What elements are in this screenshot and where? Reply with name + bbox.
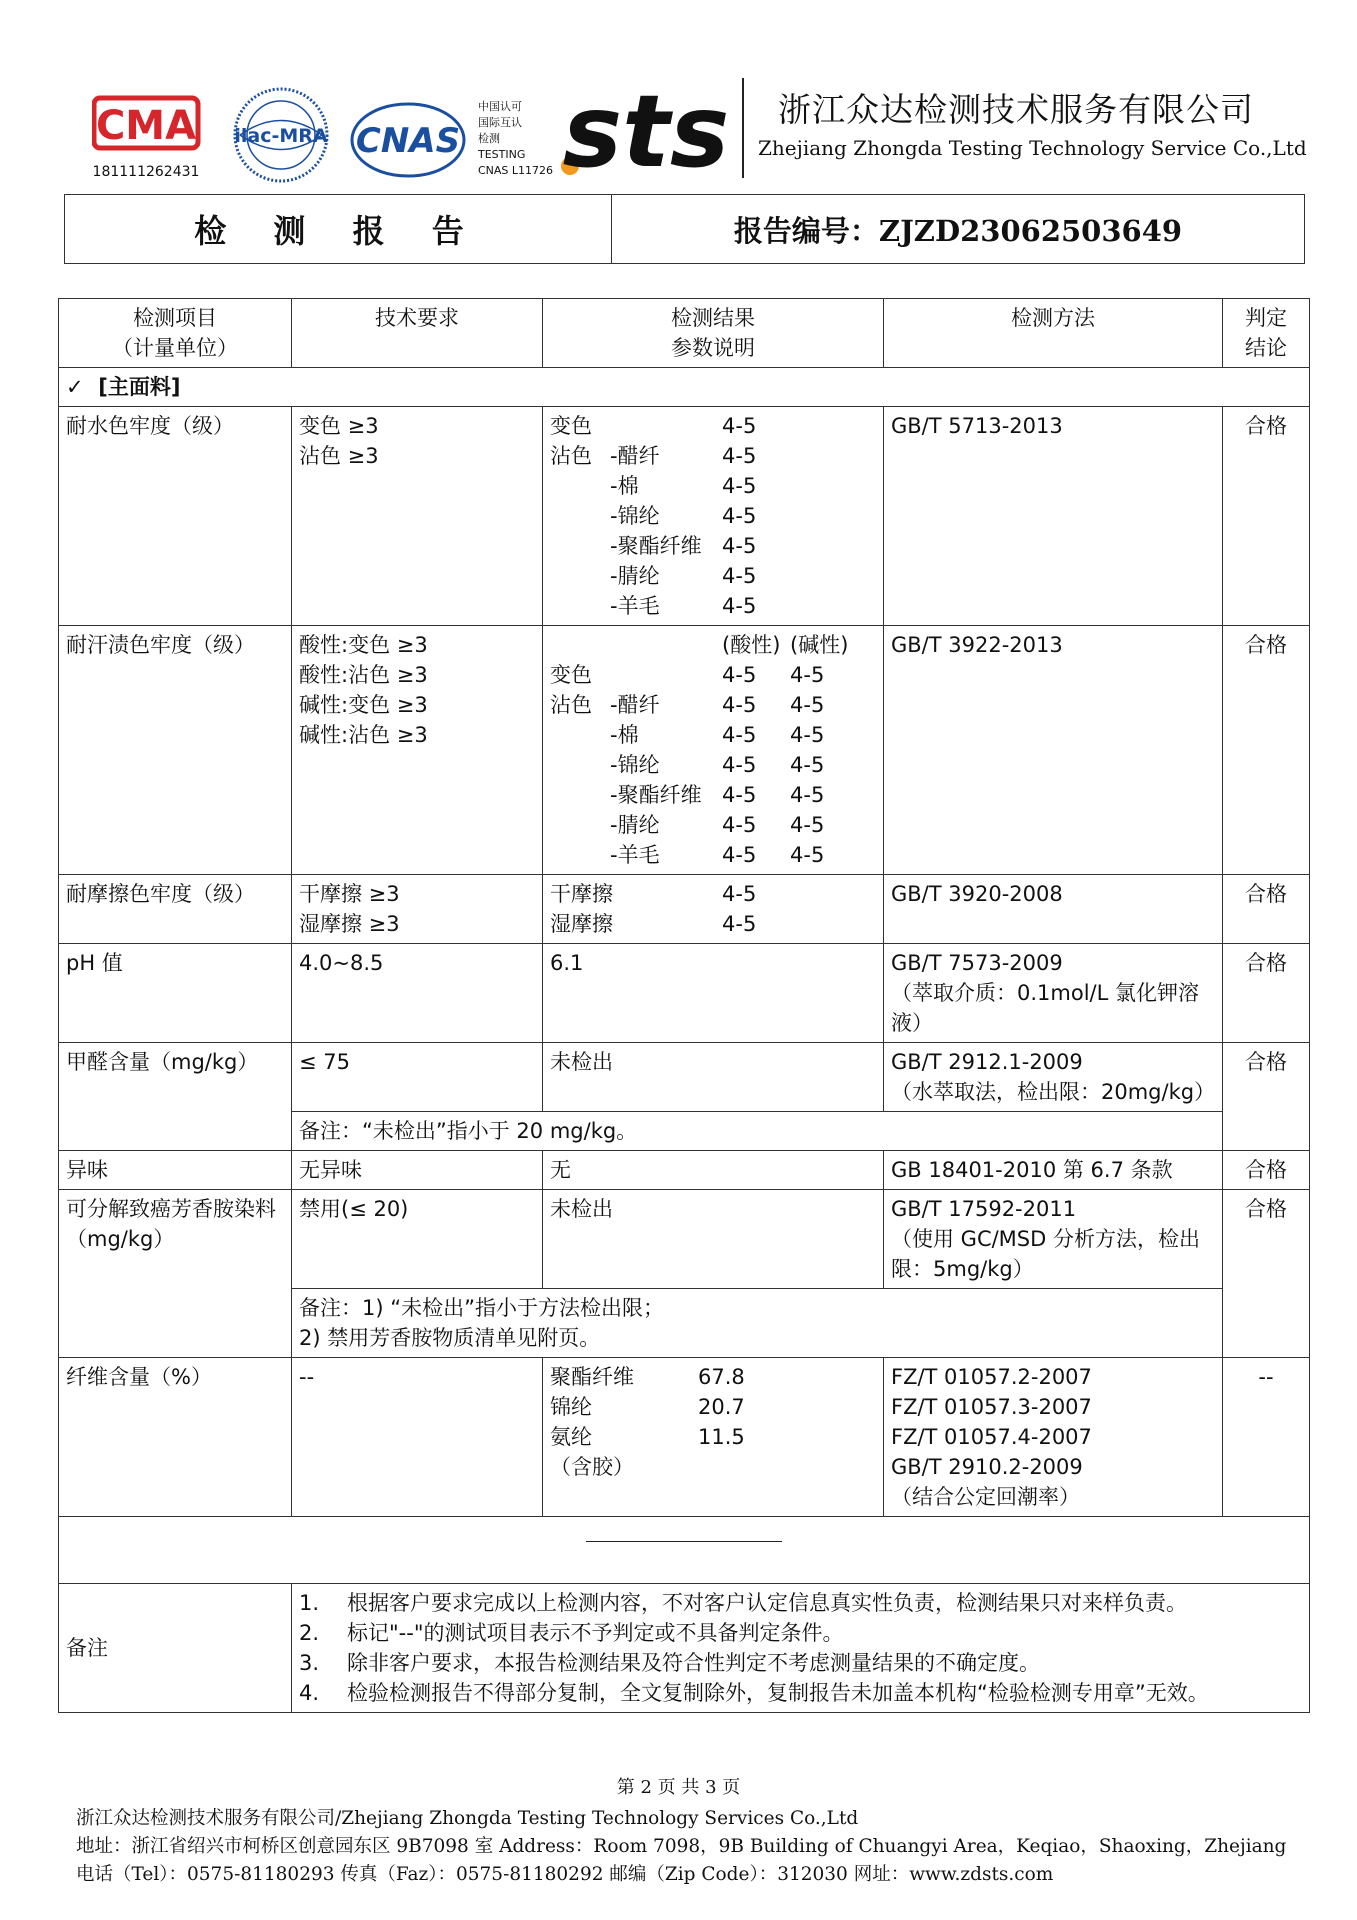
- item-cell: 耐汗渍色牢度（级）: [59, 626, 292, 875]
- conclusion-cell: 合格: [1223, 1043, 1310, 1151]
- sts-logo-text: sts: [562, 73, 730, 180]
- requirement-cell: 变色 ≥3 沾色 ≥3: [292, 407, 543, 626]
- header-item: 检测项目 （计量单位）: [59, 299, 292, 368]
- method-cell: GB 18401-2010 第 6.7 条款: [884, 1151, 1223, 1190]
- result-cell: [543, 1358, 884, 1517]
- remarks-cell: [292, 1584, 1310, 1713]
- company-name-cn: 浙江众达检测技术服务有限公司: [778, 90, 1254, 129]
- item-cell: 可分解致癌芳香胺染料（mg/kg）: [59, 1190, 292, 1358]
- method-cell: GB/T 5713-2013: [884, 407, 1223, 626]
- result-grid: 变色 4-5 沾色 -醋纤 4-5 -棉 4-5 -锦纶 4-5 -聚酯纤维 4-5 -腈纶 4-5 -羊毛 4-5: [550, 414, 757, 618]
- result-grid: (酸性) (碱性) 变色 4-5 4-5 沾色 -醋纤 4-5 4-5 -棉 4-5 4-5 -锦纶 4-5 4-5 -聚酯纤维 4-5 4-5 -腈纶 4-5 4-5 -羊毛 4-5 4-5: [550, 633, 849, 867]
- footer-address: 地址：浙江省绍兴市柯桥区创意园东区 9B7098 室 Address：Room 7098，9B Building of Chuangyi Area，Keqiao，Shaoxing，Zhejiang: [76, 1836, 1287, 1857]
- check-icon: ✓: [66, 375, 84, 399]
- table-row: [59, 626, 1310, 875]
- method-cell: GB/T 3920-2008: [884, 875, 1223, 944]
- table-row: [59, 407, 1310, 626]
- item-cell: 纤维含量（%）: [59, 1358, 292, 1517]
- remarks-list: [299, 1588, 1302, 1708]
- method-cell: GB/T 3922-2013: [884, 626, 1223, 875]
- header-requirement: 技术要求: [292, 299, 543, 368]
- section-label: [主面料]: [98, 375, 181, 399]
- page-number: 第 2 页 共 3 页: [616, 1777, 741, 1798]
- item-cell: 耐摩擦色牢度（级）: [59, 875, 292, 944]
- report-title: 检 测 报 告: [65, 195, 612, 263]
- conclusion-cell: 合格: [1223, 626, 1310, 875]
- section-row: [59, 368, 1310, 407]
- result-cell: 未检出: [543, 1190, 884, 1289]
- table-row: [59, 1358, 1310, 1517]
- requirement-cell: 4.0~8.5: [292, 944, 543, 1043]
- requirement-cell: 酸性:变色 ≥3 酸性:沾色 ≥3 碱性:变色 ≥3 碱性:沾色 ≥3: [292, 626, 543, 875]
- list-item: 3. 除非客户要求，本报告检测结果及符合性判定不考虑测量结果的不确定度。: [299, 1651, 1040, 1675]
- conclusion-cell: 合格: [1223, 944, 1310, 1043]
- requirement-cell: 禁用(≤ 20): [292, 1190, 543, 1289]
- end-line: [586, 1541, 782, 1542]
- header-result: 检测结果 参数说明: [543, 299, 884, 368]
- result-cell: 未检出: [543, 1043, 884, 1112]
- report-number: 报告编号：ZJZD23062503649: [733, 213, 1183, 248]
- footer-company: 浙江众达检测技术服务有限公司/Zhejiang Zhongda Testing Technology Services Co.,Ltd: [76, 1808, 859, 1829]
- company-name-en: Zhejiang Zhongda Testing Technology Service Co.,Ltd: [758, 136, 1307, 160]
- result-cell: [543, 875, 884, 944]
- separator-row: [59, 1517, 1310, 1584]
- cnas-logo-text: CNAS: [355, 121, 461, 161]
- requirement-cell: ≤ 75: [292, 1043, 543, 1112]
- item-cell: pH 值: [59, 944, 292, 1043]
- header-conclusion: 判定 结论: [1223, 299, 1310, 368]
- footer-contact: 电话（Tel）：0575-81180293 传真（Faz）：0575-81180292 邮编（Zip Code）：312030 网址：www.zdsts.com: [76, 1864, 1054, 1885]
- test-results-table: [58, 298, 1310, 1713]
- remarks-label: 备注: [59, 1584, 292, 1713]
- method-cell: FZ/T 01057.2-2007 FZ/T 01057.3-2007 FZ/T 01057.4-2007 GB/T 2910.2-2009 （结合公定回潮率）: [884, 1358, 1223, 1517]
- title-bar: [64, 194, 1305, 264]
- ilac-logo-text: ilac-MRA: [234, 125, 328, 147]
- method-cell: GB/T 17592-2011 （使用 GC/MSD 分析方法，检出限：5mg/kg）: [884, 1190, 1223, 1289]
- table-row: [59, 944, 1310, 1043]
- cnas-small-1: 中国认可: [478, 100, 522, 113]
- result-cell: 无: [543, 1151, 884, 1190]
- conclusion-cell: 合格: [1223, 1190, 1310, 1358]
- list-item: 2. 标记"--"的测试项目表示不予判定或不具备判定条件。: [299, 1621, 844, 1645]
- table-row: [59, 1043, 1310, 1112]
- cnas-logo: [350, 96, 580, 180]
- item-cell: 甲醛含量（mg/kg）: [59, 1043, 292, 1151]
- header-method: 检测方法: [884, 299, 1223, 368]
- requirement-cell: 无异味: [292, 1151, 543, 1190]
- item-cell: 耐水色牢度（级）: [59, 407, 292, 626]
- requirement-cell: --: [292, 1358, 543, 1517]
- conclusion-cell: --: [1223, 1358, 1310, 1517]
- header-divider: [742, 78, 744, 178]
- result-cell: [543, 626, 884, 875]
- requirement-cell: 干摩擦 ≥3 湿摩擦 ≥3: [292, 875, 543, 944]
- item-cell: 异味: [59, 1151, 292, 1190]
- list-item: 1. 根据客户要求完成以上检测内容，不对客户认定信息真实性负责，检测结果只对来样负责。: [299, 1591, 1187, 1615]
- table-row: [59, 1151, 1310, 1190]
- conclusion-cell: 合格: [1223, 875, 1310, 944]
- table-row: [59, 875, 1310, 944]
- remarks-row: [59, 1584, 1310, 1713]
- table-row: [59, 1190, 1310, 1289]
- result-grid: 干摩擦 4-5 湿摩擦 4-5: [550, 882, 757, 936]
- cnas-small-2: 国际互认: [478, 116, 522, 129]
- method-cell: GB/T 7573-2009 （萃取介质：0.1mol/L 氯化钾溶液）: [884, 944, 1223, 1043]
- cma-logo-text: CMA: [95, 103, 197, 149]
- sts-logo: [560, 70, 732, 180]
- method-cell: GB/T 2912.1-2009 （水萃取法，检出限：20mg/kg）: [884, 1043, 1223, 1112]
- cnas-small-4: TESTING: [478, 148, 526, 161]
- list-item: 4. 检验检测报告不得部分复制，全文复制除外，复制报告未加盖本机构“检验检测专用章”无效。: [299, 1681, 1209, 1705]
- note-cell: 备注：1) “未检出”指小于方法检出限； 2) 禁用芳香胺物质清单见附页。: [292, 1289, 1223, 1358]
- table-header-row: [59, 299, 1310, 368]
- cnas-small-3: 检测: [478, 132, 500, 145]
- cma-number: 181111262431: [92, 164, 200, 180]
- ilac-mra-logo: [228, 86, 334, 184]
- conclusion-cell: 合格: [1223, 407, 1310, 626]
- cnas-small-5: CNAS L11726: [478, 164, 554, 177]
- conclusion-cell: 合格: [1223, 1151, 1310, 1190]
- result-cell: 6.1: [543, 944, 884, 1043]
- result-grid: 聚酯纤维 67.8 锦纶 20.7 氨纶 11.5 （含胶）: [550, 1365, 745, 1479]
- result-cell: [543, 407, 884, 626]
- note-cell: 备注：“未检出”指小于 20 mg/kg。: [292, 1112, 1223, 1151]
- cma-logo: [92, 92, 202, 182]
